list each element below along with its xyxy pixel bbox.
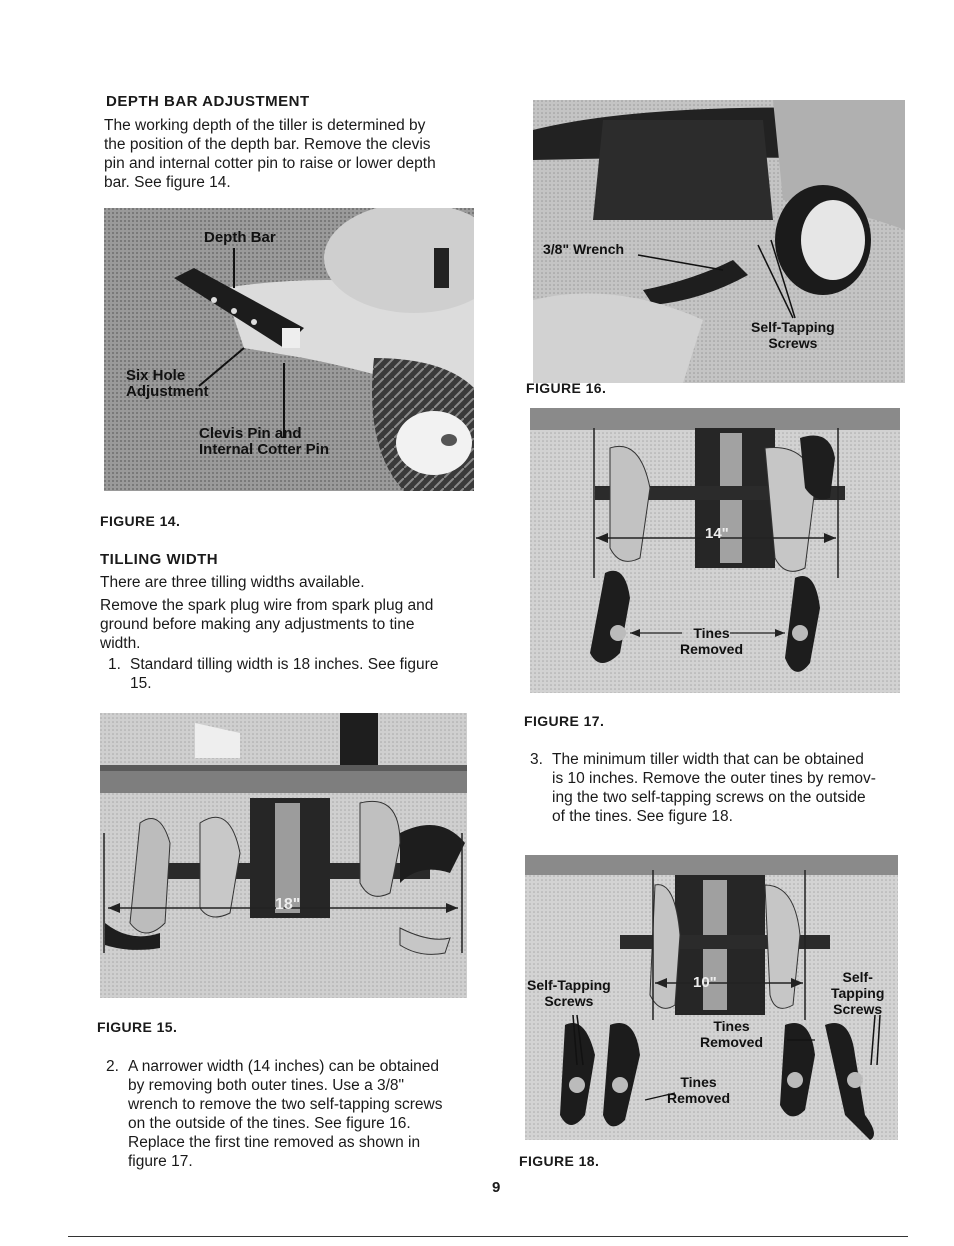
tilling-width-intro: There are three tilling widths available. [100,574,365,591]
figure-16-caption: FIGURE 16. [526,380,607,396]
text-line: The working depth of the tiller is determined by [104,117,426,134]
label-line: Screws [833,1001,883,1017]
label-self-tapping-screws [751,319,835,351]
label-line: Self-Tapping [751,319,835,335]
label-line: Adjustment [126,383,209,400]
text-line: of the tines. See figure 18. [552,808,733,825]
label-line: Self- [842,969,873,985]
figure-14-caption: FIGURE 14. [100,513,181,529]
text-line: A narrower width (14 inches) can be obtained [128,1058,440,1075]
text-line: ing the two self-tapping screws on the outside [552,789,866,806]
label-line: Tines [693,625,730,641]
figure-17-caption: FIGURE 17. [524,713,605,729]
dimension-10-label: 10" [693,974,717,991]
text-line: 15. [130,675,152,692]
depth-bar-paragraph [104,116,494,192]
text-line: is 10 inches. Remove the outer tines by remov- [552,770,876,787]
text-line: Remove the spark plug wire from spark plug and [100,597,434,614]
label-tines-removed [680,625,743,657]
depth-bar-heading: DEPTH BAR ADJUSTMENT [106,93,310,110]
list-text [128,1057,442,1171]
figure-14-photo [104,208,474,491]
text-line: by removing both outer tines. Use a 3/8" [128,1077,405,1094]
list-number: 2. [106,1058,119,1075]
label-line: Removed [680,641,744,657]
label-line: Tines [680,1074,717,1090]
label-right-self-tapping-screws [831,969,884,1017]
figure-16-photo [533,100,905,383]
label-wrench: 3/8" Wrench [543,241,625,257]
figure-17-photo [530,408,900,693]
label-left-self-tapping-screws [527,977,611,1009]
list-number: 1. [108,656,121,673]
text-line: bar. See figure 14. [104,174,231,191]
label-line: Removed [667,1090,731,1106]
label-line: Screws [768,335,818,351]
list-text [130,655,438,693]
dimension-14-label: 14" [705,525,729,542]
text-line: wrench to remove the two self-tapping screws [128,1096,443,1113]
label-depth-bar: Depth Bar [204,229,276,246]
label-line: Six Hole [126,367,186,384]
label-line: Self-Tapping [527,977,611,993]
label-clevis-pin [199,426,329,458]
text-line: width. [100,635,141,652]
label-six-hole-adjustment [126,368,209,400]
label-line: Removed [700,1034,764,1050]
label-line: Clevis Pin and [199,425,302,442]
text-line: the position of the depth bar. Remove the clevis [104,136,431,153]
figure-18-photo [525,855,898,1140]
text-line: figure 17. [128,1153,193,1170]
text-line: ground before making any adjustments to tine [100,616,415,633]
figure-15-photo [100,713,467,998]
label-line: Screws [544,993,594,1009]
list-text [552,750,876,826]
figure-15-caption: FIGURE 15. [97,1019,178,1035]
tilling-width-heading: TILLING WIDTH [100,551,219,568]
label-tines-removed-bottom [667,1074,730,1106]
page-number: 9 [492,1179,501,1196]
tilling-width-warning [100,596,490,653]
dimension-18-label: 18" [275,896,301,913]
text-line: Standard tilling width is 18 inches. See figure [130,656,439,673]
label-line: Tines [713,1018,750,1034]
list-number: 3. [530,751,543,768]
text-line: on the outside of the tines. See figure 16. [128,1115,411,1132]
bottom-rule [68,1236,908,1237]
figure-18-caption: FIGURE 18. [519,1153,600,1169]
text-line: Replace the first tine removed as shown in [128,1134,421,1151]
label-line: Tapping [831,985,885,1001]
text-line: The minimum tiller width that can be obtained [552,751,864,768]
text-line: pin and internal cotter pin to raise or lower depth [104,155,436,172]
label-line: Internal Cotter Pin [199,441,330,458]
label-tines-removed-top [700,1018,763,1050]
